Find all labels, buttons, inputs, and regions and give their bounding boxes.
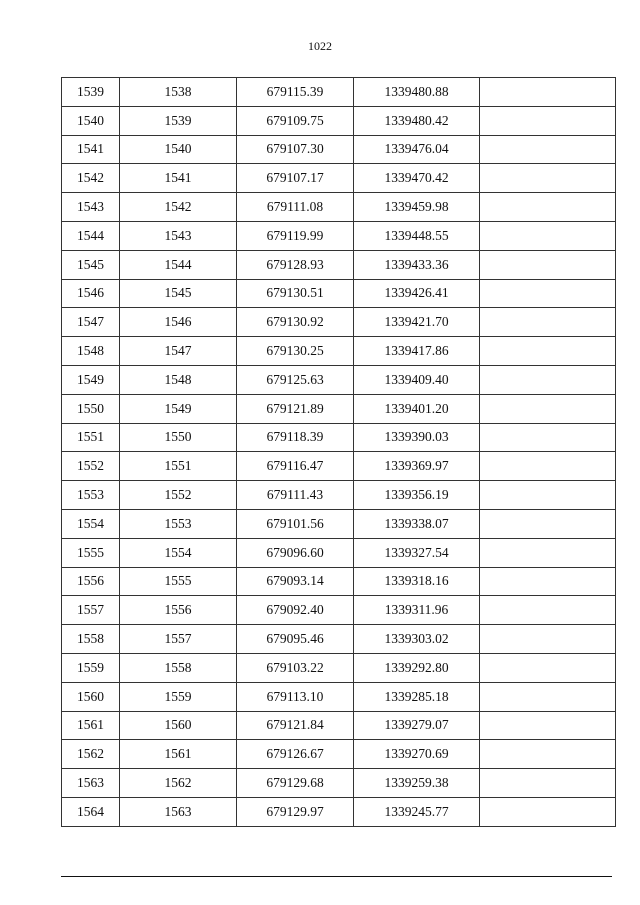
table-cell: 1561 — [120, 740, 237, 769]
table-cell — [480, 481, 616, 510]
table-cell: 1549 — [120, 394, 237, 423]
table-cell — [480, 625, 616, 654]
table-cell — [480, 106, 616, 135]
table-cell — [480, 308, 616, 337]
table-cell: 1540 — [120, 135, 237, 164]
table-row — [62, 423, 616, 452]
table-cell: 1546 — [120, 308, 237, 337]
table-cell: 679130.25 — [237, 337, 354, 366]
table-row — [62, 653, 616, 682]
table-cell: 1555 — [120, 567, 237, 596]
table-cell — [480, 653, 616, 682]
table-cell: 1544 — [120, 250, 237, 279]
table-cell: 1543 — [62, 193, 120, 222]
table-cell: 1553 — [120, 509, 237, 538]
table-cell: 679130.51 — [237, 279, 354, 308]
table-cell — [480, 740, 616, 769]
table-cell: 1548 — [62, 337, 120, 366]
table-cell: 1339421.70 — [354, 308, 480, 337]
table-row — [62, 567, 616, 596]
table-cell: 1551 — [120, 452, 237, 481]
table-cell — [480, 567, 616, 596]
table-cell: 1558 — [62, 625, 120, 654]
table-cell: 1557 — [62, 596, 120, 625]
table-cell: 1562 — [62, 740, 120, 769]
table-row — [62, 337, 616, 366]
table-row — [62, 193, 616, 222]
table-row — [62, 135, 616, 164]
table-cell: 1563 — [62, 769, 120, 798]
table-cell: 679111.43 — [237, 481, 354, 510]
table-cell: 679093.14 — [237, 567, 354, 596]
table-row — [62, 365, 616, 394]
table-cell: 1339480.42 — [354, 106, 480, 135]
table-row — [62, 106, 616, 135]
table-cell: 1541 — [62, 135, 120, 164]
table-row — [62, 221, 616, 250]
table-cell — [480, 221, 616, 250]
table-cell: 1339448.55 — [354, 221, 480, 250]
table-cell: 1540 — [62, 106, 120, 135]
table-cell: 1564 — [62, 797, 120, 826]
table-cell: 1553 — [62, 481, 120, 510]
table-cell: 1339311.96 — [354, 596, 480, 625]
table-cell: 679113.10 — [237, 682, 354, 711]
table-cell — [480, 164, 616, 193]
table-cell: 679109.75 — [237, 106, 354, 135]
table-row — [62, 452, 616, 481]
table-cell: 679128.93 — [237, 250, 354, 279]
table-cell — [480, 193, 616, 222]
table-cell: 679126.67 — [237, 740, 354, 769]
table-cell: 1539 — [120, 106, 237, 135]
table-cell — [480, 365, 616, 394]
table-row — [62, 250, 616, 279]
table-cell: 1543 — [120, 221, 237, 250]
table-row — [62, 596, 616, 625]
table-cell: 1552 — [120, 481, 237, 510]
table-cell: 1558 — [120, 653, 237, 682]
table-cell: 679095.46 — [237, 625, 354, 654]
table-cell — [480, 337, 616, 366]
table-cell: 679111.08 — [237, 193, 354, 222]
table-cell: 1554 — [120, 538, 237, 567]
table-cell: 679118.39 — [237, 423, 354, 452]
table-cell: 1546 — [62, 279, 120, 308]
table-cell: 1339303.02 — [354, 625, 480, 654]
table-cell: 1552 — [62, 452, 120, 481]
table-cell: 1545 — [62, 250, 120, 279]
table-cell: 1339338.07 — [354, 509, 480, 538]
table-cell: 679103.22 — [237, 653, 354, 682]
table-cell: 1557 — [120, 625, 237, 654]
table-cell: 1339426.41 — [354, 279, 480, 308]
table-row — [62, 769, 616, 798]
table-cell: 1339417.86 — [354, 337, 480, 366]
table-cell: 1561 — [62, 711, 120, 740]
table-cell — [480, 452, 616, 481]
table-row — [62, 78, 616, 107]
table-cell — [480, 538, 616, 567]
table-row — [62, 625, 616, 654]
table-cell: 679129.97 — [237, 797, 354, 826]
table-cell: 1555 — [62, 538, 120, 567]
table-row — [62, 279, 616, 308]
table-cell: 1339245.77 — [354, 797, 480, 826]
table-cell: 1339409.40 — [354, 365, 480, 394]
table-cell: 679125.63 — [237, 365, 354, 394]
table-cell: 1339259.38 — [354, 769, 480, 798]
table-cell: 1541 — [120, 164, 237, 193]
table-cell: 1339476.04 — [354, 135, 480, 164]
table-cell: 1339285.18 — [354, 682, 480, 711]
table-row — [62, 682, 616, 711]
table-cell: 679116.47 — [237, 452, 354, 481]
table-cell: 1550 — [62, 394, 120, 423]
table-cell: 1339433.36 — [354, 250, 480, 279]
table-cell — [480, 509, 616, 538]
table-cell — [480, 797, 616, 826]
table-cell: 1549 — [62, 365, 120, 394]
table-row — [62, 538, 616, 567]
page-number: 1022 — [308, 39, 332, 53]
table-cell: 1339470.42 — [354, 164, 480, 193]
table-cell: 1548 — [120, 365, 237, 394]
table-row — [62, 394, 616, 423]
table-cell — [480, 769, 616, 798]
table-cell: 679096.60 — [237, 538, 354, 567]
table-cell: 679129.68 — [237, 769, 354, 798]
table-cell — [480, 135, 616, 164]
table-cell: 1542 — [120, 193, 237, 222]
table-cell: 1563 — [120, 797, 237, 826]
table-cell: 1545 — [120, 279, 237, 308]
table-cell: 1339401.20 — [354, 394, 480, 423]
table-cell: 1544 — [62, 221, 120, 250]
table-cell: 1562 — [120, 769, 237, 798]
table-cell: 1539 — [62, 78, 120, 107]
table-cell: 1339390.03 — [354, 423, 480, 452]
table-cell: 1551 — [62, 423, 120, 452]
table-row — [62, 509, 616, 538]
table-cell: 679121.89 — [237, 394, 354, 423]
table-cell: 1542 — [62, 164, 120, 193]
table-cell: 679115.39 — [237, 78, 354, 107]
table-cell: 1556 — [62, 567, 120, 596]
table-cell: 1547 — [62, 308, 120, 337]
table-cell — [480, 279, 616, 308]
table-cell: 1339270.69 — [354, 740, 480, 769]
table-cell: 1339480.88 — [354, 78, 480, 107]
table-cell: 679107.30 — [237, 135, 354, 164]
coordinates-table — [61, 77, 616, 827]
table-cell — [480, 78, 616, 107]
table-cell: 1538 — [120, 78, 237, 107]
footer-rule — [61, 876, 612, 877]
table-cell: 679092.40 — [237, 596, 354, 625]
table-cell — [480, 596, 616, 625]
table-body — [62, 78, 616, 827]
table-cell: 679119.99 — [237, 221, 354, 250]
table-cell: 679121.84 — [237, 711, 354, 740]
table-cell: 1556 — [120, 596, 237, 625]
table-cell: 679107.17 — [237, 164, 354, 193]
table-cell: 1339327.54 — [354, 538, 480, 567]
table-cell — [480, 682, 616, 711]
table-cell — [480, 423, 616, 452]
table-row — [62, 797, 616, 826]
table-cell: 679101.56 — [237, 509, 354, 538]
table-row — [62, 308, 616, 337]
table-cell: 1339459.98 — [354, 193, 480, 222]
table-row — [62, 711, 616, 740]
table-row — [62, 740, 616, 769]
table-cell: 1339318.16 — [354, 567, 480, 596]
table-row — [62, 481, 616, 510]
table-cell: 1559 — [62, 653, 120, 682]
table-cell: 1339279.07 — [354, 711, 480, 740]
table-cell — [480, 250, 616, 279]
table-cell: 1560 — [62, 682, 120, 711]
table-cell: 1550 — [120, 423, 237, 452]
table-cell — [480, 394, 616, 423]
table-cell: 1339369.97 — [354, 452, 480, 481]
table-row — [62, 164, 616, 193]
table-cell: 1554 — [62, 509, 120, 538]
table-cell — [480, 711, 616, 740]
table-cell: 1560 — [120, 711, 237, 740]
table-cell: 679130.92 — [237, 308, 354, 337]
table-cell: 1339292.80 — [354, 653, 480, 682]
table-cell: 1559 — [120, 682, 237, 711]
table-cell: 1547 — [120, 337, 237, 366]
table-cell: 1339356.19 — [354, 481, 480, 510]
